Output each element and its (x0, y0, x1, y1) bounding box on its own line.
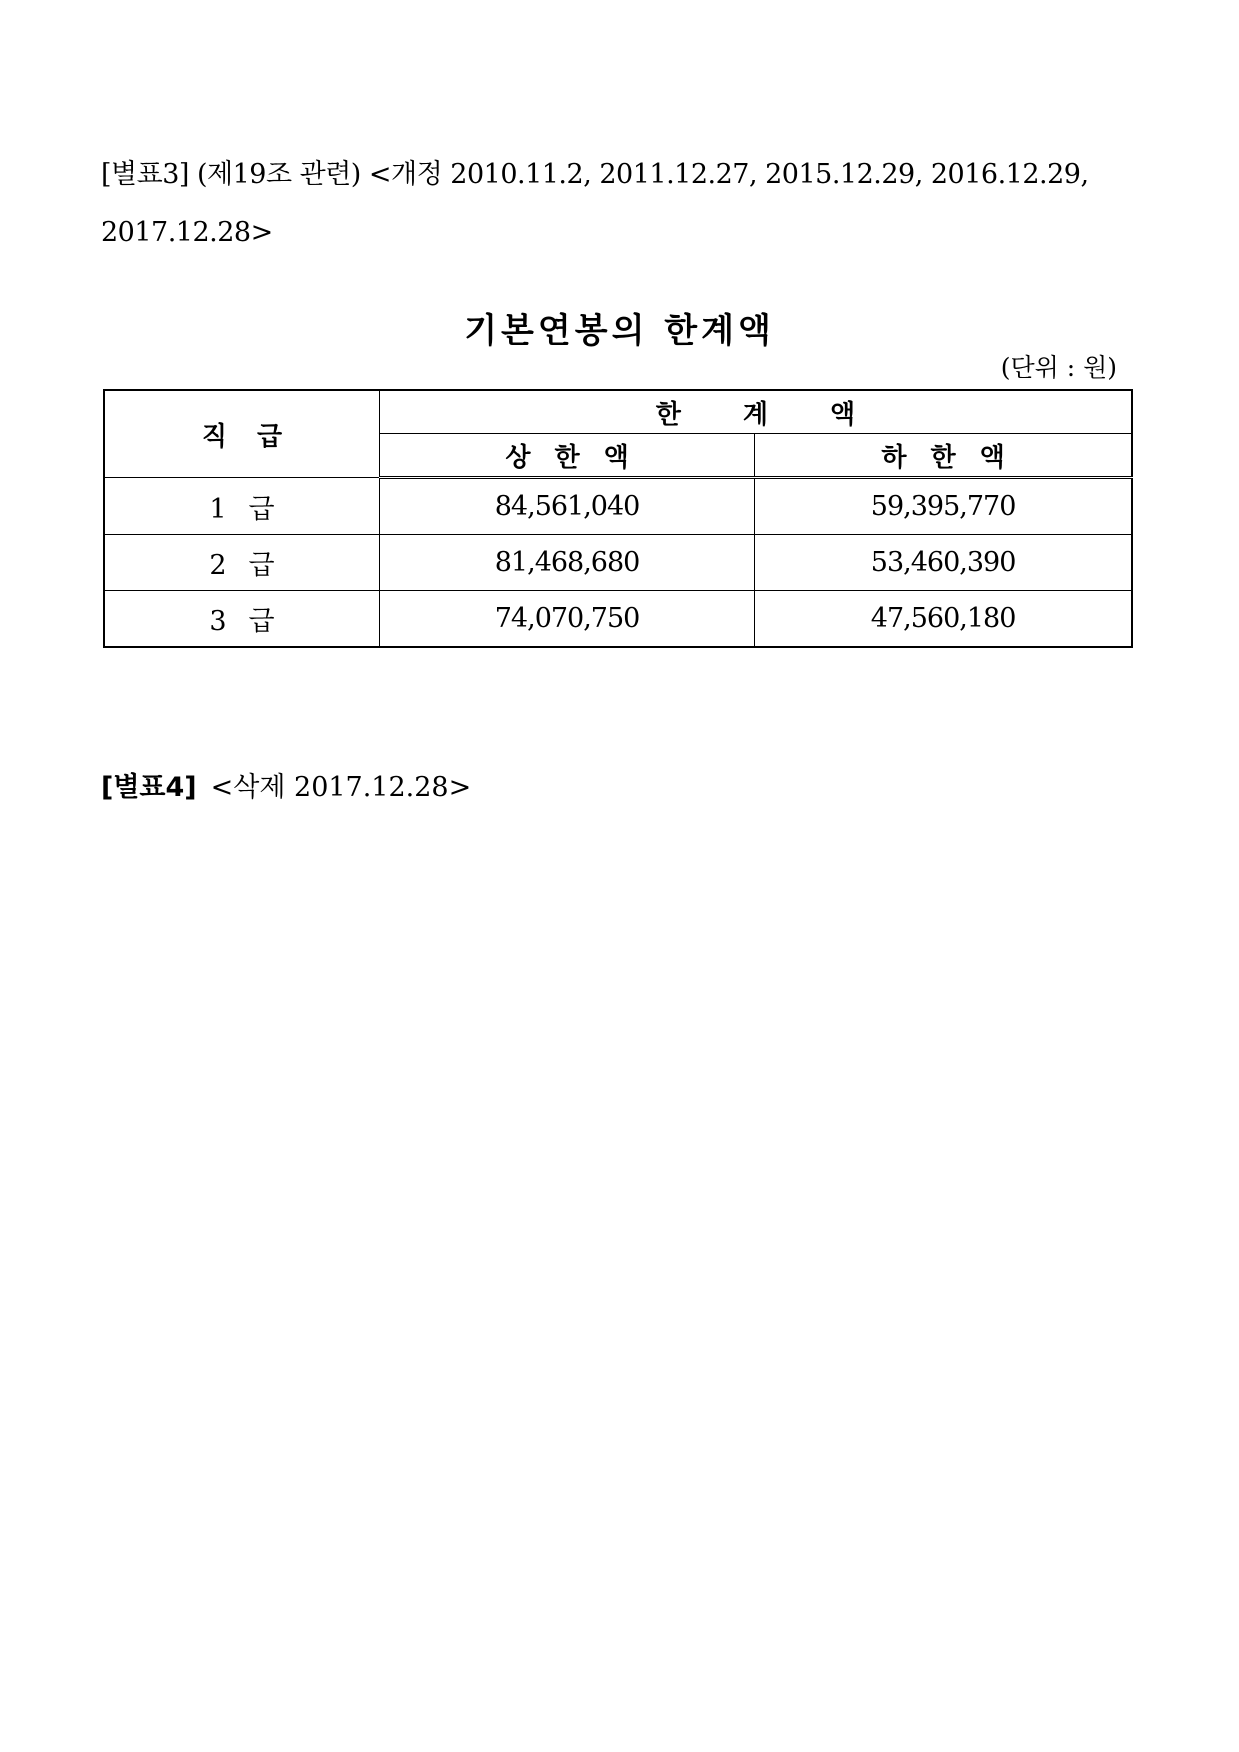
table-row (104, 478, 1132, 535)
upper-cell: 74,070,750 (379, 591, 754, 648)
upper-cell: 84,561,040 (379, 478, 754, 535)
document-title: 기본연봉의 한계액 (464, 311, 775, 351)
appendix-label: [별표4] (101, 772, 197, 803)
table-row (104, 591, 1132, 648)
header-limit: 한계액 (379, 390, 1132, 434)
amendment-note-line1: [별표3] (제19조 관련) <개정 2010.11.2, 2011.12.27, 2015.12.29, 2016.12.29, (101, 159, 1089, 190)
deleted-appendix-note (101, 765, 471, 804)
amendment-note-line2: 2017.12.28> (101, 217, 273, 248)
table-header-row (104, 390, 1132, 434)
rank-cell: 2급 (104, 535, 379, 591)
lower-cell: 59,395,770 (755, 478, 1132, 535)
rank-cell: 1급 (104, 478, 379, 535)
unit-note: (단위 : 원) (1000, 353, 1117, 382)
rank-cell: 3급 (104, 591, 379, 648)
upper-cell: 81,468,680 (379, 535, 754, 591)
header-rank: 직급 (104, 390, 379, 478)
header-lower: 하한액 (755, 434, 1132, 478)
lower-cell: 47,560,180 (755, 591, 1132, 648)
lower-cell: 53,460,390 (755, 535, 1132, 591)
header-upper: 상한액 (379, 434, 754, 478)
salary-limit-table (103, 389, 1133, 648)
amendment-note (101, 146, 1141, 262)
table-row (104, 535, 1132, 591)
deletion-text: <삭제 2017.12.28> (210, 772, 472, 803)
